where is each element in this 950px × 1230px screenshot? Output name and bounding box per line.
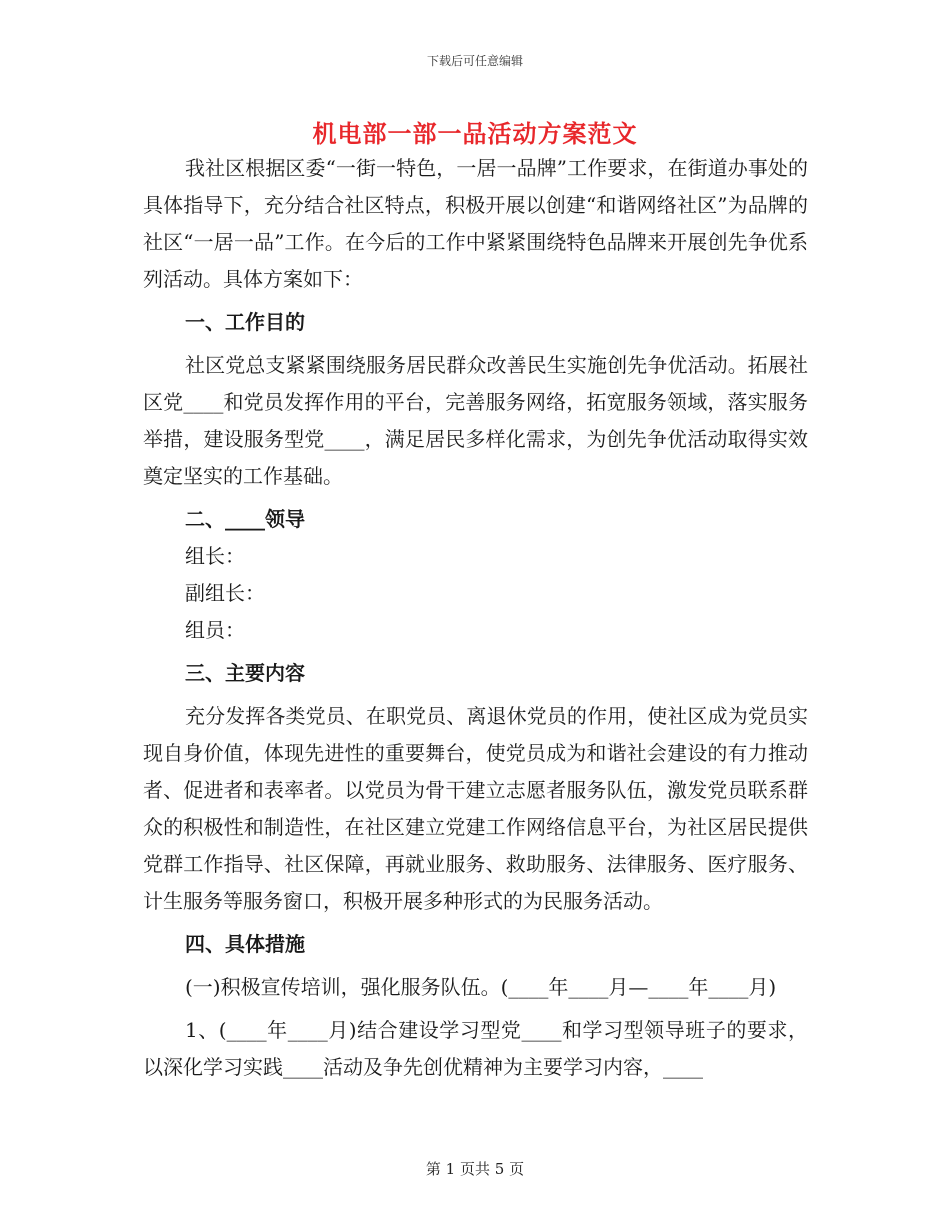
- section-1-heading: 一、工作目的: [185, 310, 305, 334]
- measure-item-1-1: 1、(____年____月)结合建设学习型党____和学习型领导班子的要求，以深化学习实践____活动及争先创优精神为主要学习内容，____: [143, 1018, 808, 1079]
- measure-item-1: (一)积极宣传培训，强化服务队伍。(____年____月—____年____月): [185, 975, 777, 999]
- members-line: 组员：: [185, 618, 245, 642]
- document-body: [143, 150, 808, 1086]
- section-2-heading: 二、____领导: [185, 507, 305, 531]
- intro-paragraph: 我社区根据区委“一街一特色，一居一品牌”工作要求，在街道办事处的具体指导下，充分结合社区特点，积极开展以创建“和谐网络社区”为品牌的社区“一居一品”工作。在今后的工作中紧紧围绕特色品牌来开展创先争优系列活动。具体方案如下：: [143, 156, 808, 291]
- deputy-leader-line: 副组长：: [185, 581, 265, 605]
- section-1-paragraph: 社区党总支紧紧围绕服务居民群众改善民生实施创先争优活动。拓展社区党____和党员发挥作用的平台，完善服务网络，拓宽服务领域，落实服务举措，建设服务型党____，满足居民多样化需求，为创先争优活动取得实效奠定坚实的工作基础。: [143, 353, 808, 488]
- page-header-note: 下载后可任意编辑: [426, 54, 523, 68]
- section-3-heading: 三、主要内容: [185, 661, 305, 685]
- leader-line: 组长：: [185, 544, 245, 568]
- document-title: 机电部一部一品活动方案范文: [312, 119, 638, 148]
- section-3-paragraph: 充分发挥各类党员、在职党员、离退休党员的作用，使社区成为党员实现自身价值，体现先进性的重要舞台，使党员成为和谐社会建设的有力推动者、促进者和表率者。以党员为骨干建立志愿者服务队伍，激发党员联系群众的积极性和制造性，在社区建立党建工作网络信息平台，为社区居民提供党群工作指导、社区保障，再就业服务、救助服务、法律服务、医疗服务、计生服务等服务窗口，积极开展多种形式的为民服务活动。: [143, 704, 808, 913]
- page-number: 第 1 页共 5 页: [425, 1160, 525, 1178]
- section-4-heading: 四、具体措施: [185, 932, 305, 956]
